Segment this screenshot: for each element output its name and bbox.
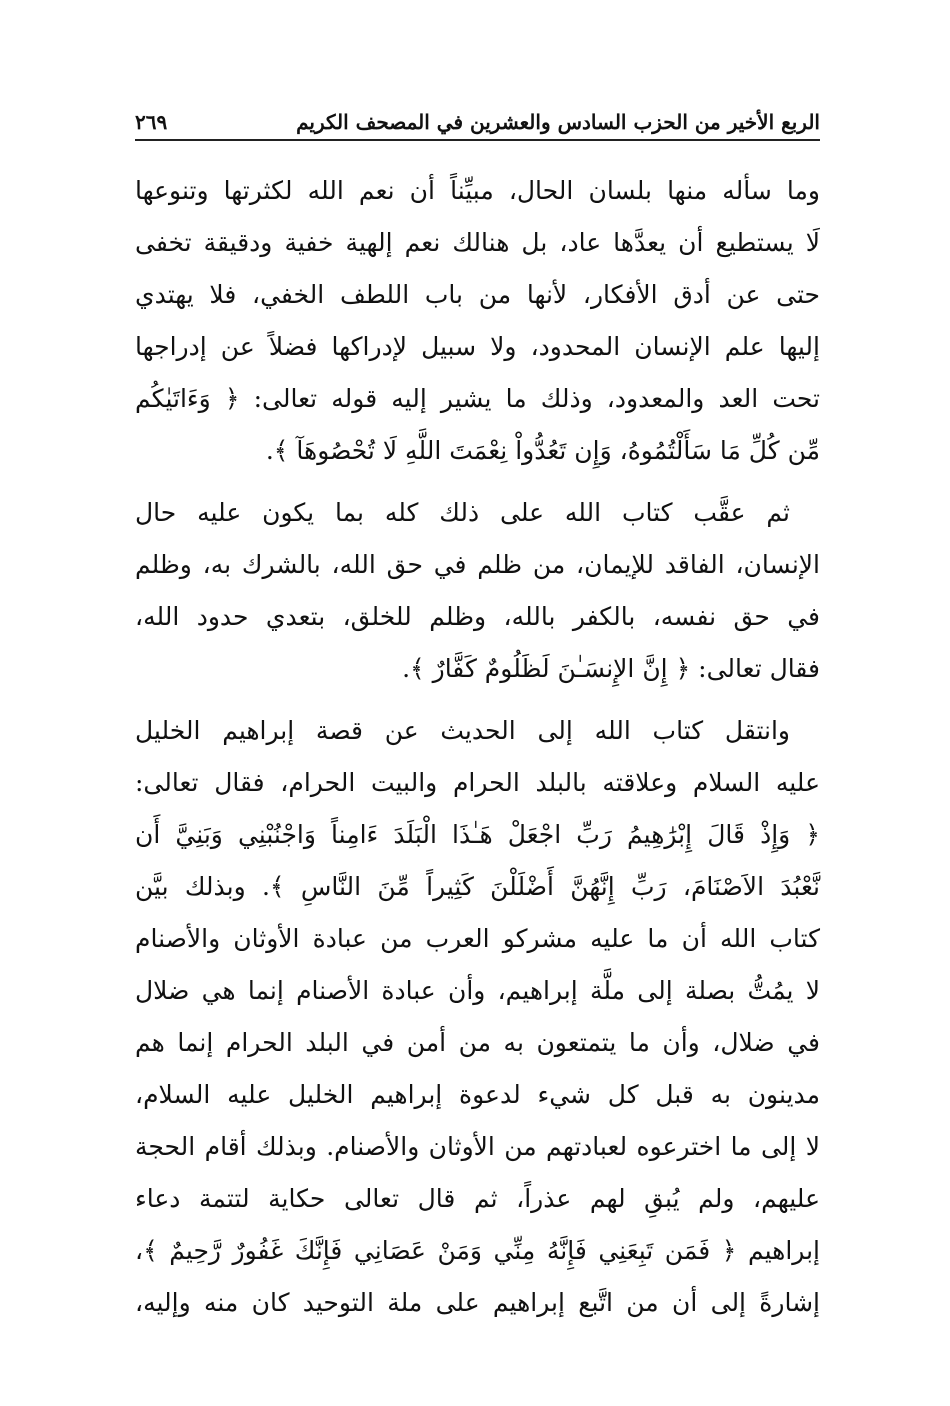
text-line: لا يمُتُّ بصلة إلى ملَّة إبراهيم، وأن عبادة الأصنام إنما هي ضلال	[135, 976, 820, 1005]
text-line: نَّعْبُدَ الاَصْنَامَ، رَبِّ إِنَّهُنَّ أَضْلَلْنَ كَثِيراً مِّنَ النَّاسِ ﴾. وبذلك بيَّن	[135, 872, 820, 901]
text-line: إليها علم الإنسان المحدود، ولا سبيل لإدراكها فضلاً عن إدراجها	[135, 332, 820, 361]
paragraph-2	[135, 487, 820, 695]
text-line: لَا يستطيع أن يعدَّها عاد، بل هنالك نعم إلهية خفية ودقيقة تخفى	[135, 228, 820, 257]
text-line: كتاب الله أن ما عليه مشركو العرب من عبادة الأوثان والأصنام	[135, 924, 820, 953]
page-number: ٢٦٩	[135, 110, 168, 134]
text-line: مِّن كُلِّ مَا سَأَلْتُمُوهُ، وَإِن تَعُدُّواْ نِعْمَتَ اللَّهِ لَا تُحْصُوهَآ ﴾.	[265, 436, 820, 465]
text-line: إبراهيم ﴿ فَمَن تَبِعَنِي فَإِنَّهُ مِنِّي وَمَنْ عَصَانِي فَإِنَّكَ غَفُورٌ رَّحِيمٌ ﴾،	[135, 1236, 820, 1265]
text-line: عليهم، ولم يُبقِ لهم عذراً، ثم قال تعالى حكاية لتتمة دعاء	[135, 1184, 820, 1213]
text-line: في حق نفسه، بالكفر بالله، وظلم للخلق، بتعدي حدود الله،	[135, 602, 820, 631]
text-line: وما سأله منها بلسان الحال، مبيِّناً أن نعم الله لكثرتها وتنوعها	[135, 176, 820, 205]
paragraph-3	[135, 705, 820, 1329]
text-line: فقال تعالى: ﴿ إِنَّ الإِنسَـٰنَ لَظَلُومٌ كَفَّارٌ ﴾.	[402, 654, 820, 683]
text-line: ﴿ وَإِذْ قَالَ إِبْرَٰهِيمُ رَبِّ اجْعَلْ هَـٰذَا الْبَلَدَ ءَامِناً وَاجْنُبْنِي وَبَنِيَّ أَن	[135, 820, 820, 849]
text-line: الإنسان، الفاقد للإيمان، من ظلم في حق الله، بالشرك به، وظلم	[135, 550, 820, 579]
text-line: مدينون به قبل كل شيء لدعوة إبراهيم الخليل عليه السلام،	[135, 1080, 820, 1109]
header-title: الربع الأخير من الحزب السادس والعشرين في المصحف الكريم	[296, 110, 820, 134]
text-line: حتى عن أدق الأفكار، لأنها من باب اللطف الخفي، فلا يهتدي	[135, 280, 820, 309]
body-text	[135, 165, 820, 1329]
text-line: في ضلال، وأن ما يتمتعون به من أمن في البلد الحرام إنما هم	[135, 1028, 820, 1057]
paragraph-1	[135, 165, 820, 477]
text-line: ثم عقَّب كتاب الله على ذلك كله بما يكون عليه حال	[135, 498, 790, 527]
text-line: وانتقل كتاب الله إلى الحديث عن قصة إبراهيم الخليل	[135, 716, 790, 745]
running-header	[135, 104, 820, 134]
text-line: لا إلى ما اخترعوه لعبادتهم من الأوثان والأصنام. وبذلك أقام الحجة	[135, 1132, 820, 1161]
text-line: عليه السلام وعلاقته بالبلد الحرام والبيت الحرام، فقال تعالى:	[135, 768, 820, 797]
text-line: إشارةً إلى أن من اتَّبع إبراهيم على ملة التوحيد كان منه وإليه،	[135, 1288, 820, 1317]
header-rule	[135, 139, 820, 141]
text-line: تحت العد والمعدود، وذلك ما يشير إليه قوله تعالى: ﴿ وَءَاتَيٰكُم	[135, 384, 820, 413]
